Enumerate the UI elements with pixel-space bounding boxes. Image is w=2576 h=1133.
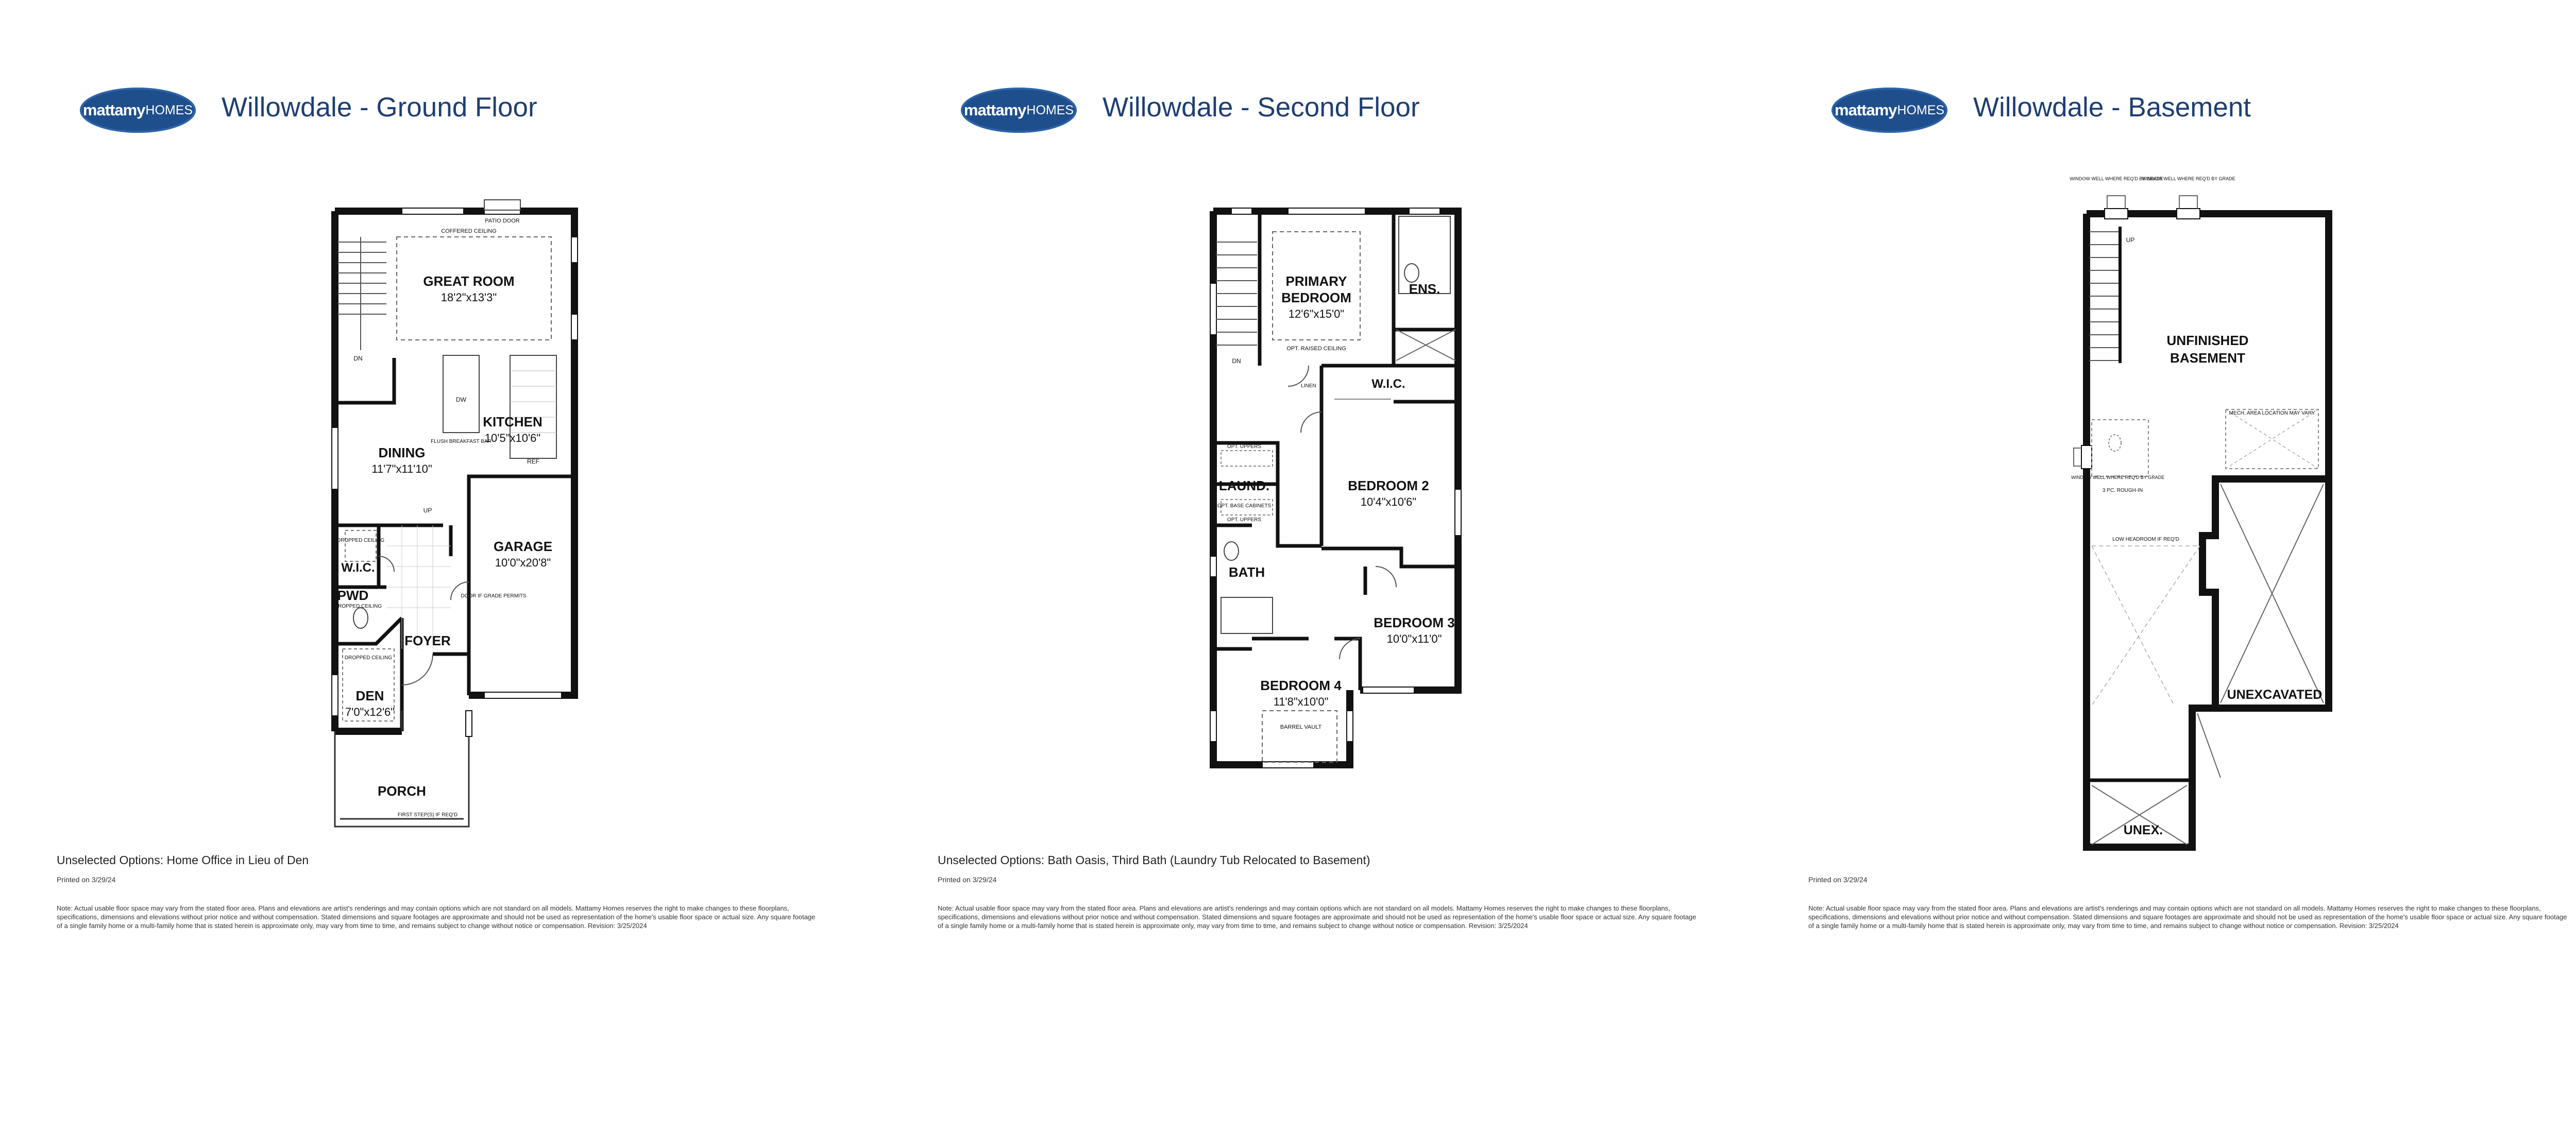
label-mech-area: MECH. AREA LOCATION MAY VARY [2229,410,2315,416]
logo-suffix: HOMES [145,102,193,117]
label-coffered: COFFERED CEILING [441,228,497,234]
room-porch: PORCH [378,783,426,799]
ground-floor-plan [330,196,587,839]
room-kitchen-dim: 10'5"x10'6" [484,432,541,444]
room-den-dim: 7'0"x12'6" [345,706,395,718]
disclaimer-note: Note: Actual usable floor space may vary from the stated floor area. Plans and elevations are artist's renderings and may contain options which are not standard on all models. Mattamy Homes reserves the right to make changes to these floorplans, specifications, dimensions and elevations without prior notice and without compensation. Stated dimensions and square footages are approximate and should not be used as representation of the home's usable floor space or actual size. Any square footage of a single family home or a multi-family home that is stated herein is approximate only, may vary from time to time, and remains subject to change without notice or compensation. Revision: 3/25/2024 [57,904,816,930]
label-dropped-1: DROPPED CEILING [336,538,385,543]
room-great-room-dim: 18'2"x13'3" [440,291,497,304]
room-unfinished-basement: UNFINISHED [2166,333,2249,348]
logo-suffix: HOMES [1897,102,1945,117]
label-fridge: REF [527,458,539,465]
label-low-headroom: LOW HEADROOM IF REQ'D [2112,537,2179,542]
room-bedroom-3: BEDROOM 3 [1374,615,1455,630]
unselected-options: Unselected Options: Home Office in Lieu of Den [57,853,309,867]
room-garage-dim: 10'0"x20'8" [495,556,551,569]
label-barrel-vault: BARREL VAULT [1280,724,1322,730]
page-title: Willowdale - Ground Floor [222,92,537,123]
room-pwd: PWD [337,588,369,603]
room-primary-bedroom-2: BEDROOM [1281,290,1351,305]
label-opt-uppers-2: OPT. UPPERS [1227,517,1262,523]
label-window-well-1: WINDOW WELL WHERE REQ'D BY GRADE [2070,176,2163,181]
label-patio-door: PATIO DOOR [485,218,520,224]
label-raised-ceiling: OPT. RAISED CEILING [1286,346,1346,352]
room-foyer: FOYER [404,633,451,648]
mattamy-logo [80,88,196,133]
disclaimer-note: Note: Actual usable floor space may vary from the stated floor area. Plans and elevations are artist's renderings and may contain options which are not standard on all models. Mattamy Homes reserves the right to make changes to these floorplans, specifications, dimensions and elevations without prior notice and without compensation. Stated dimensions and square footages are approximate and should not be used as representation of the home's usable floor space or actual size. Any square footage of a single family home or a multi-family home that is stated herein is approximate only, may vary from time to time, and remains subject to change without notice or compensation. Revision: 3/25/2024 [1808,904,2567,930]
basement-plan [2071,165,2339,860]
label-up: UP [423,507,432,514]
ground-floor-panel [0,0,876,1133]
label-first-steps: FIRST STEP(S) IF REQ'D [397,812,458,818]
disclaimer-note: Note: Actual usable floor space may vary from the stated floor area. Plans and elevations are artist's renderings and may contain options which are not standard on all models. Mattamy Homes reserves the right to make changes to these floorplans, specifications, dimensions and elevations without prior notice and without compensation. Stated dimensions and square footages are approximate and should not be used as representation of the home's usable floor space or actual size. Any square footage of a single family home or a multi-family home that is stated herein is approximate only, may vary from time to time, and remains subject to change without notice or compensation. Revision: 3/25/2024 [938,904,1697,930]
room-wic: W.I.C. [341,561,375,575]
room-bath: BATH [1228,564,1265,580]
label-opt-base: OPT. BASE CABINETS [1217,503,1272,509]
label-flush-bar: FLUSH BREAKFAST BAR [431,439,492,444]
room-primary-dim: 12'6"x15'0" [1288,307,1345,320]
label-dw: DW [456,396,466,403]
room-wic: W.I.C. [1371,377,1405,391]
basement-panel [1752,0,2576,1133]
room-ensuite: ENS. [1409,281,1440,297]
label-window-well-3: WINDOW WELL WHERE REQ'D BY GRADE [2071,475,2165,480]
room-unfinished-basement-2: BASEMENT [2170,350,2245,366]
printed-date: Printed on 3/29/24 [57,876,116,884]
room-garage: GARAGE [493,539,553,554]
label-dropped-3: DROPPED CEILING [344,655,393,661]
room-unex: UNEX. [2123,823,2163,837]
unselected-options: Unselected Options: Bath Oasis, Third Bath (Laundry Tub Relocated to Basement) [938,853,1370,867]
page-title: Willowdale - Second Floor [1103,92,1420,123]
label-dn: DN [1232,357,1241,365]
label-dn: DN [353,355,363,362]
room-den: DEN [355,688,384,703]
room-bedroom-3-dim: 10'0"x11'0" [1386,632,1442,645]
mattamy-logo [1832,88,1947,133]
logo-brand: mattamy [82,101,145,119]
label-window-well-2: WINDOW WELL WHERE REQ'D BY GRADE [2142,176,2235,181]
second-floor-panel [876,0,1752,1133]
logo-brand: mattamy [963,101,1026,119]
room-primary-bedroom: PRIMARY [1285,273,1347,289]
printed-date: Printed on 3/29/24 [1808,876,1868,884]
logo-brand: mattamy [1834,101,1897,119]
label-dropped-2: DROPPED CEILING [334,604,382,609]
label-door-if-grade: DOOR IF GRADE PERMITS [461,593,527,599]
room-bedroom-4-dim: 11'8"x10'0" [1273,695,1329,708]
room-dining: DINING [378,445,426,460]
page-title: Willowdale - Basement [1973,92,2251,123]
logo-suffix: HOMES [1026,102,1074,117]
room-kitchen: KITCHEN [483,414,543,430]
mattamy-logo [961,88,1077,133]
label-rough-in: 3 PC. ROUGH-IN [2102,488,2143,493]
printed-date: Printed on 3/29/24 [938,876,997,884]
second-floor-plan [1206,196,1463,788]
room-dining-dim: 11'7"x11'10" [371,462,432,475]
label-linen: LINEN [1301,383,1316,389]
room-great-room: GREAT ROOM [423,273,515,289]
room-laundry: LAUND. [1218,478,1270,493]
room-bedroom-2: BEDROOM 2 [1348,478,1429,493]
label-up: UP [2126,236,2135,244]
room-bedroom-4: BEDROOM 4 [1260,678,1342,693]
label-opt-uppers-1: OPT. UPPERS [1227,444,1262,450]
room-unexcavated: UNEXCAVATED [2227,688,2323,702]
room-bedroom-2-dim: 10'4"x10'6" [1360,495,1417,508]
